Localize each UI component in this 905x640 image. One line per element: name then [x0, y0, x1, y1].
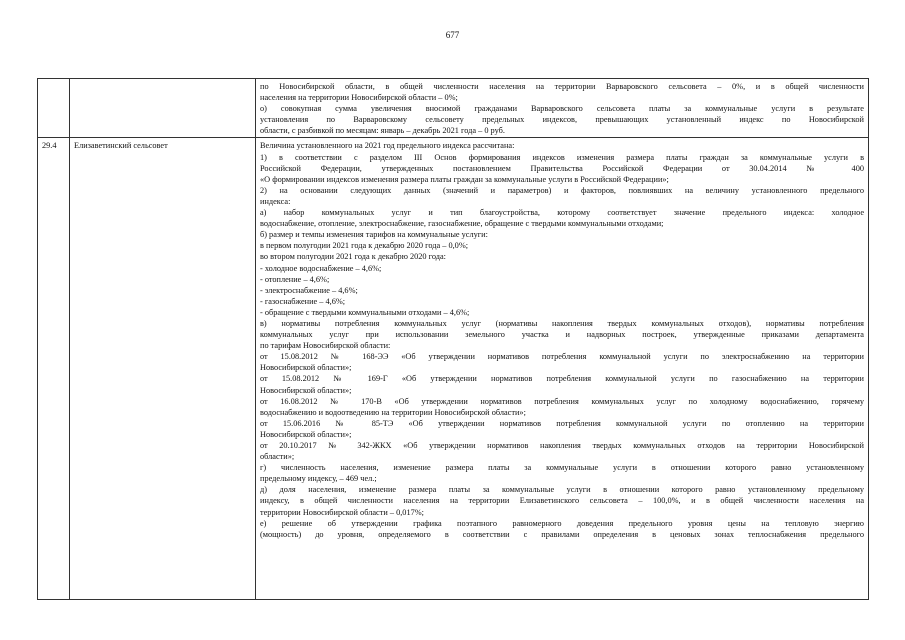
text-line: в) нормативы потребления коммунальных услуг (нормативы накопления твердых коммунальных отходов), нормативы потребления — [260, 318, 864, 328]
text-line: - холодное водоснабжение – 4,6%; — [260, 263, 382, 273]
text-line: - газоснабжение – 4,6%; — [260, 296, 346, 306]
text-line: 1) в соответствии с разделом III Основ формирования индексов изменения размера платы граждан за коммунальные услуги в — [260, 152, 864, 162]
text-line: (мощность) до уровня, определяемого в соответствии с правилами определения в ценовых зонах теплоснабжения предельного — [260, 529, 864, 539]
text-line: водоснабжению и водоотведению на территории Новосибирской области»; — [260, 407, 526, 417]
text-line: 2) на основании следующих данных (значений и параметров) и факторов, повлиявших на величину установленного предельного — [260, 185, 864, 195]
text-line: «О формировании индексов изменения размера платы граждан за коммунальные услуги в Российской Федерации»; — [260, 174, 669, 184]
text-line: водоснабжение, отопление, электроснабжение, газоснабжение, обращение с твердыми коммунальными отходами; — [260, 219, 664, 229]
text-line: от 20.10.2017 № 342-ЖКХ «Об утверждении нормативов накопления твердых коммунальных отходов на территории Новосибирской — [260, 441, 864, 450]
row-number-cell — [38, 79, 70, 138]
text-line: предельному индексу, – 469 чел.; — [260, 474, 377, 484]
text-line: в первом полугодии 2021 года к декабрю 2020 года – 0,0%; — [260, 241, 469, 251]
text-line: о) совокупная сумма увеличения вносимой гражданами Варваровского сельсовета платы за коммунальные услуги в результате — [260, 104, 864, 114]
text-line: - электроснабжение – 4,6%; — [260, 285, 358, 295]
municipality-name-cell — [70, 79, 256, 138]
text-line: области»; — [260, 452, 295, 462]
description-cell — [256, 138, 869, 600]
description-cell — [256, 79, 869, 138]
text-line: установления по Варваровскому сельсовету предельных индексов, превышающих установленный индекс по Новосибирской — [260, 115, 864, 125]
text-line: области, с разбивкой по месяцам: январь – декабрь 2021 года – 0 руб. — [260, 126, 505, 136]
text-line: е) решение об утверждении графика поэтапного равномерного доведения предельного уровня цены на тепловую энергию — [260, 518, 864, 528]
text-line: от 15.08.2012 № 169-Г «Об утверждении нормативов потребления коммунальной услуги по газоснабжению на территории — [260, 374, 864, 384]
text-line: населения на территории Новосибирской области – 0%; — [260, 93, 458, 103]
municipality-name-cell: Елизаветинский сельсовет — [70, 138, 256, 600]
text-line: по тарифам Новосибирской области: — [260, 341, 391, 351]
table-row — [38, 138, 869, 600]
table-row — [38, 79, 869, 138]
text-line: от 15.06.2016 № 85-ТЭ «Об утверждении нормативов потребления коммунальной услуги по отоплению на территории — [260, 418, 864, 428]
text-line: Новосибирской области»; — [260, 429, 352, 439]
text-line: индекса: — [260, 196, 291, 206]
text-line: индексу, в общей численности населения на территории Елизаветинского сельсовета – 100,0%, и в общей численности населения на — [260, 496, 864, 506]
text-line: - отопление – 4,6%; — [260, 274, 330, 284]
description-text — [260, 140, 864, 598]
text-line: а) набор коммунальных услуг и тип благоустройства, которому соответствует значение предельного индекса: холодное — [260, 208, 864, 218]
text-line: Российской Федерации, утвержденных постановлением Правительства Российской Федерации от 30.04.2014 № 400 — [260, 163, 864, 173]
text-line: Новосибирской области»; — [260, 385, 352, 395]
text-line: территории Новосибирской области – 0,017%; — [260, 507, 424, 517]
document-table — [37, 78, 869, 600]
text-line: во втором полугодии 2021 года к декабрю 2020 года: — [260, 252, 446, 262]
text-line: по Новосибирской области, в общей численности населения на территории Варваровского сельсовета – 0%, и в общей численности — [260, 82, 864, 91]
text-line: Величина установленного на 2021 год предельного индекса рассчитана: — [260, 141, 515, 151]
text-line: г) численность населения, изменение размера платы за коммунальные услуги в отношении которого равно установленному — [260, 463, 864, 473]
text-line: б) размер и темпы изменения тарифов на коммунальные услуги: — [260, 230, 488, 240]
text-line: Новосибирской области»; — [260, 363, 352, 373]
text-line: от 16.08.2012 № 170-В «Об утверждении нормативов потребления коммунальных услуг по холодному водоснабжению, горячему — [260, 396, 864, 406]
text-line: от 15.08.2012 № 168-ЭЭ «Об утверждении нормативов потребления коммунальной услуги по электроснабжению на территории — [260, 352, 864, 362]
text-line: д) доля населения, изменение размера платы за коммунальные услуги в отношении которого равно установленному предельному — [260, 485, 864, 495]
text-line: - обращение с твердыми коммунальными отходами – 4,6%; — [260, 307, 470, 317]
text-line: коммунальных услуг при использовании земельного участка и надворных построек, утвержденные приказами департамента — [260, 330, 864, 340]
page-number: 677 — [445, 30, 460, 40]
row-number-cell: 29.4 — [38, 138, 70, 600]
